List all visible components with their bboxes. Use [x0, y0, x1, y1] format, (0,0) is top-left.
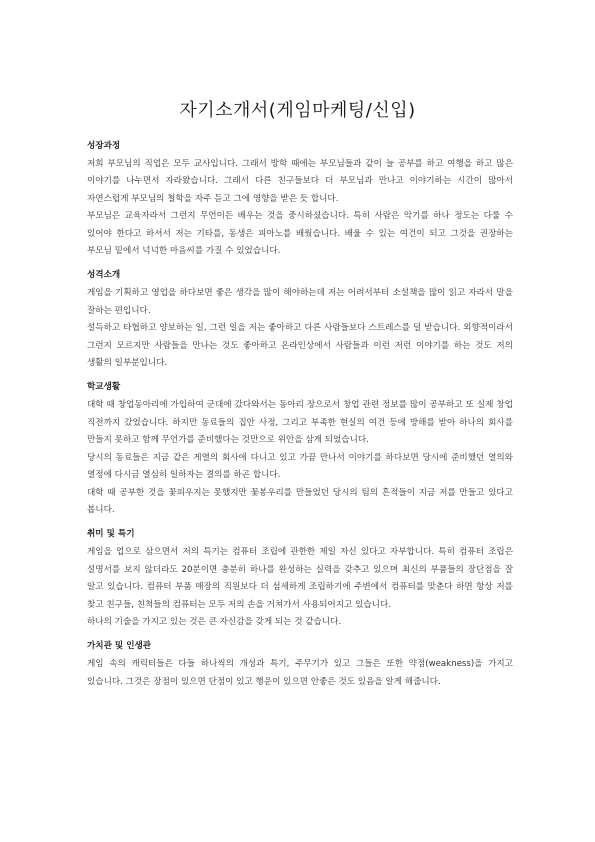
- section-hobbies: [87, 528, 513, 631]
- section-values: [87, 640, 513, 691]
- document-title: 자기소개서(게임마케팅/신입): [179, 100, 416, 121]
- section-growth: [87, 140, 513, 260]
- paragraph: 게임을 업으로 삼으면서 저의 특기는 컴퓨터 조립에 관한한 제일 자신 있다고 자부합니다. 특히 컴퓨터 조립은 설명서를 보지 않더라도 20분이면 충분히 하나를 완성하는 실력을 갖추고 있으며 최신의 부품들의 장단점을 잘 알고 있습니다. 컴퓨터 부품 매장의 직원보다 더 섬세하게 조립하기에 주변에서 컴퓨터를 맞춘다 하면 항상 저를 찾고 친구들, 친척들의 컴퓨터는 모두 저의 손을 거쳐가서 사용되어지고 있습니다.: [87, 547, 513, 610]
- paragraph: 하나의 기술을 가지고 있는 것은 큰 자신감을 갖게 되는 것 같습니다.: [87, 616, 342, 627]
- paragraph: 설득하고 타협하고 양보하는 일, 그런 일을 저는 좋아하고 다른 사람들보다 스트레스를 덜 받습니다. 외향적이라서 그런지 모르지만 사람들을 만나는 것도 좋아하고 온라인상에서 사람들과 이런 저런 이야기를 하는 것도 저의 생활의 일부분입니다.: [87, 323, 513, 369]
- section-heading: 성장과정: [87, 141, 121, 151]
- section-heading: 가치관 및 인생관: [87, 641, 152, 652]
- section-personality: [87, 269, 513, 372]
- paragraph: 게임을 기획하고 영업을 하다보면 좋은 생각을 많이 해야하는데 저는 어려서부터 소설책을 많이 읽고 자라서 말을 잘하는 편입니다.: [87, 288, 513, 316]
- paragraph: 당시의 동료들은 지금 같은 게열의 회사에 다니고 있고 가끔 만나서 이야기를 하다보면 당시에 준비했던 열의와 열정에 다시금 열심히 일하자는 결의를 하곤 합니다.: [87, 452, 513, 481]
- paragraph: 게임 속의 캐릭터들은 다들 하나씩의 개성과 특기, 주무기가 있고 그들은 또한 약점(weakness)을 가지고 있습니다. 그것은 장점이 있으면 단점이 있고 행운이 있으면 안좋은 것도 있음을 알게 해줍니다.: [87, 659, 513, 687]
- section-heading: 성격소개: [87, 270, 121, 281]
- document-body: [87, 140, 513, 700]
- paragraph: 대학 때 공부한 것을 꽃피우지는 못했지만 꽃봉우리를 만들었던 당시의 팀의 흔적들이 지금 저를 만들고 있다고 봅니다.: [87, 487, 513, 515]
- section-heading: 취미 및 특기: [87, 529, 135, 540]
- paragraph: 대학 때 창업동아리에 가입하여 군대에 갔다와서는 동아리 장으로서 창업 관련 정보를 많이 공부하고 또 실제 창업 직전까지 갔었습니다. 하지만 동료들의 집안 사정, 그리고 부족한 현실의 여건 등에 방해를 받아 하나의 회사를 만들지 못하고 함께 무언가를 준비했다는 것만으로 위안을 삼게 되었습니다.: [87, 400, 513, 446]
- section-heading: 학교생활: [87, 382, 121, 393]
- paragraph: 저희 부모님의 직업은 모두 교사입니다. 그래서 방학 때에는 부모님들과 같이 늘 공부를 하고 여행을 하고 많은 이야기를 나누면서 자라왔습니다. 그래서 다른 친구들보다 더 부모님과 만나고 이야기하는 시간이 많아서 자연스럽게 부모님의 철학을 자주 듣고 그에 영향을 받은 듯 합니다.: [87, 159, 513, 204]
- section-school-life: [87, 381, 513, 519]
- paragraph: 부모님은 교육자라서 그런지 무언이든 배우는 것을 중시하셨습니다. 특히 사람은 악기를 하나 정도는 다룰 수 있어야 한다고 하셔서 저는 기타를, 동생은 피아노를 배웠습니다. 배울 수 있는 여건이 되고 그것을 권장하는 부모님 밑에서 넉넉한 마음씨를 가질 수 있었습니다.: [87, 211, 513, 257]
